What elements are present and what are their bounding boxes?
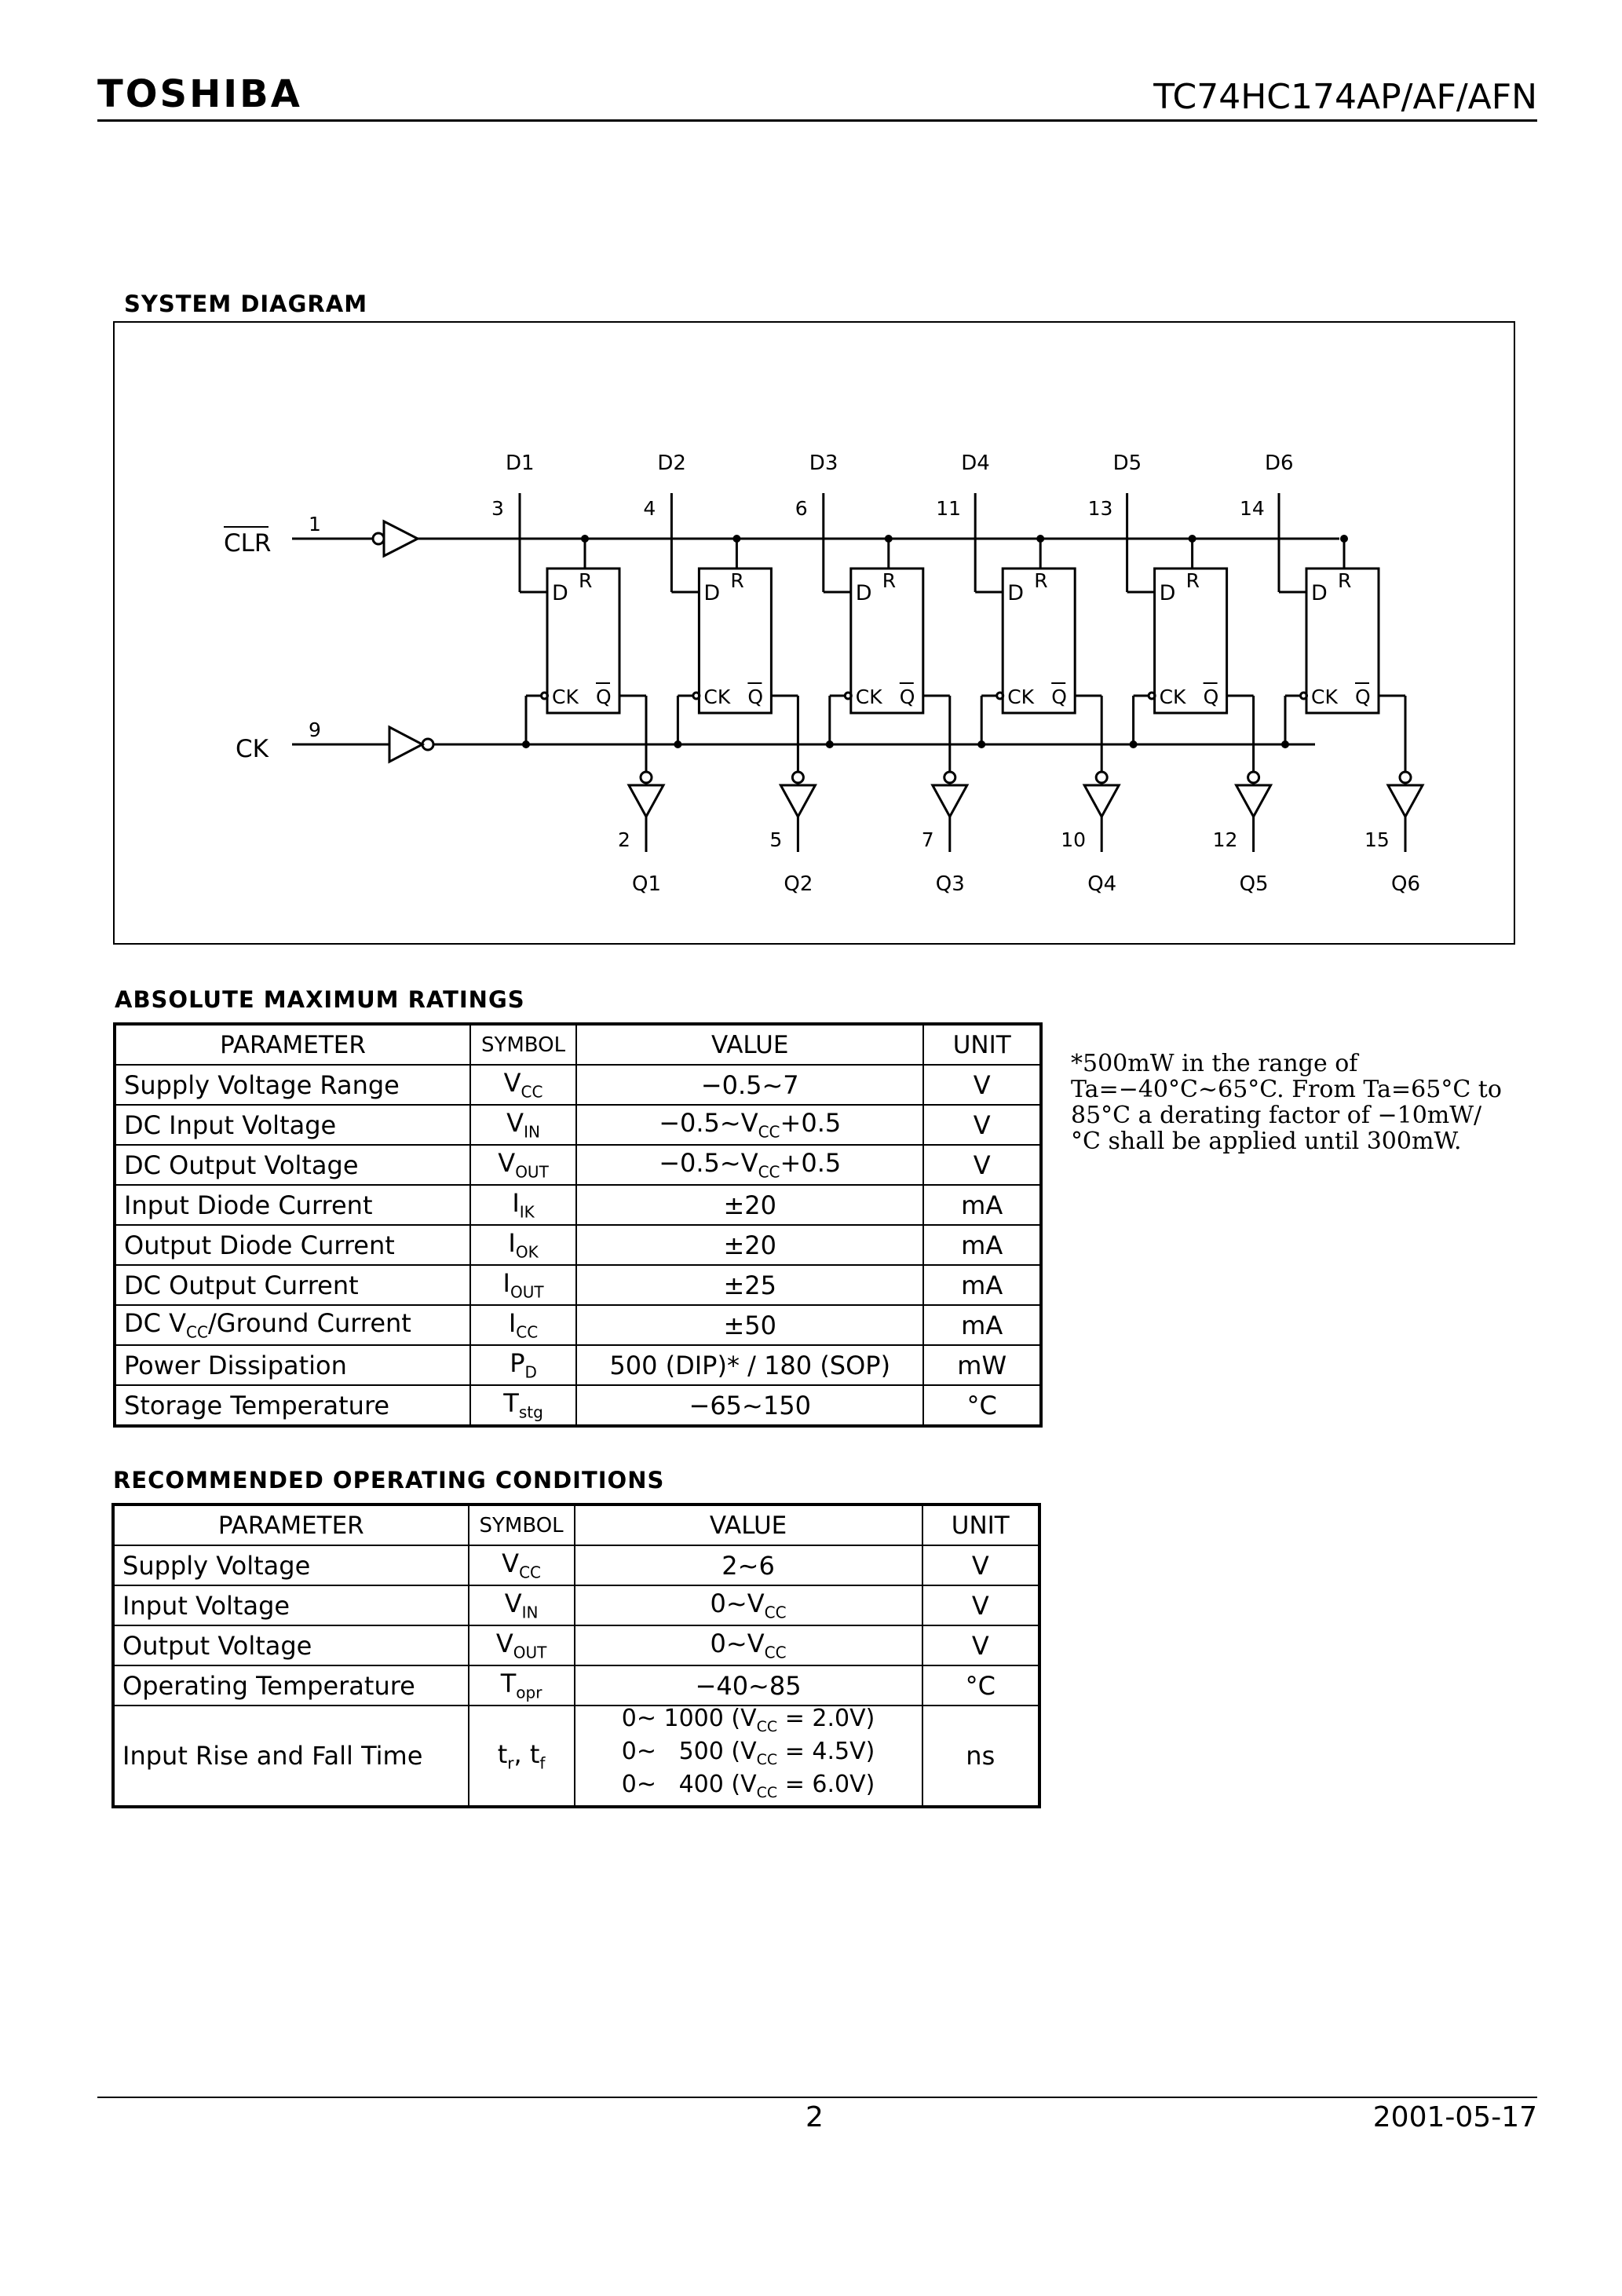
- value-cell: 0~ 1000 $(V_{CC} = 2.0V)$ 0~ 500 $(V_{CC} = 4.5V)$ 0~ 400 $(V_{CC} = 6.0V)$: [575, 1706, 922, 1807]
- power-dissipation-note: *500mW in the range of Ta=−40°C~65°C. From Ta=65°C to 85°C a derating factor of −10mW/°C shall be applied until 300mW.: [1071, 1050, 1502, 1155]
- parameter-cell: DC Output Voltage: [115, 1145, 470, 1185]
- parameter-cell: Input Rise and Fall Time: [113, 1706, 469, 1807]
- ck-junction: [674, 740, 681, 748]
- unit-cell: V: [922, 1545, 1039, 1585]
- q-output-label: Q3: [935, 872, 965, 896]
- ck-junction: [1130, 740, 1138, 748]
- clr-junction: [581, 535, 589, 543]
- parameter-cell: DC Input Voltage: [115, 1105, 470, 1145]
- symbol-cell: $P_D$: [470, 1345, 576, 1385]
- clr-inverter-bubble: [373, 533, 384, 544]
- ff-d-label: D: [1007, 581, 1024, 605]
- output-bubble: [944, 772, 955, 783]
- d-pin-number: 14: [1240, 497, 1265, 520]
- footer-rule: [97, 2097, 1537, 2098]
- symbol-cell: $T_{stg}$: [470, 1385, 576, 1426]
- output-bubble: [1400, 772, 1411, 783]
- clr-junction: [1340, 535, 1348, 543]
- output-bubble: [1248, 772, 1259, 783]
- output-buffer: [1388, 785, 1423, 817]
- clr-junction: [1036, 535, 1044, 543]
- output-bubble: [792, 772, 803, 783]
- unit-cell: V: [923, 1105, 1041, 1145]
- table-row: [115, 1225, 1041, 1265]
- q-pin-number: 15: [1364, 828, 1390, 851]
- value-cell: ±20: [576, 1185, 923, 1225]
- d-input-label: D2: [657, 452, 686, 475]
- unit-cell: V: [923, 1065, 1041, 1105]
- header-parameter: PARAMETER: [113, 1504, 469, 1545]
- flip-flop-6: [1240, 452, 1423, 896]
- value-cell: $-0.5\sim V_{CC}+0.5$: [576, 1105, 923, 1145]
- q-output-label: Q1: [632, 872, 662, 896]
- ck-junction: [1281, 740, 1289, 748]
- parameter-cell: Supply Voltage Range: [115, 1065, 470, 1105]
- ck-buffer-symbol: [389, 727, 422, 762]
- header-symbol: SYMBOL: [470, 1024, 576, 1065]
- brand-logo: TOSHIBA: [97, 72, 302, 116]
- ff-r-label: R: [1034, 569, 1048, 592]
- symbol-cell: $V_{CC}$: [469, 1545, 575, 1585]
- d-pin-number: 4: [643, 497, 656, 520]
- ff-d-label: D: [1311, 581, 1328, 605]
- value-cell: ±20: [576, 1225, 923, 1265]
- unit-cell: ns: [922, 1706, 1039, 1807]
- ff-ck-label: CK: [855, 686, 882, 708]
- symbol-cell: $V_{OUT}$: [470, 1145, 576, 1185]
- ck-bubble: [997, 693, 1003, 699]
- ck-bubble: [542, 693, 548, 699]
- ck-junction: [826, 740, 834, 748]
- ck-pin: 9: [309, 718, 321, 741]
- symbol-cell: $V_{CC}$: [470, 1065, 576, 1105]
- ff-d-label: D: [552, 581, 568, 605]
- q-output-label: Q5: [1239, 872, 1269, 896]
- header-unit: UNIT: [922, 1504, 1039, 1545]
- abs-max-table: [113, 1022, 1043, 1428]
- system-diagram: [0, 0, 1622, 950]
- q-output-label: Q6: [1391, 872, 1421, 896]
- output-bubble: [641, 772, 652, 783]
- value-cell: −65~150: [576, 1385, 923, 1426]
- d-pin-number: 11: [936, 497, 962, 520]
- unit-cell: mA: [923, 1305, 1041, 1345]
- symbol-cell: $I_{OUT}$: [470, 1265, 576, 1305]
- ff-qbar-label: Q: [1355, 686, 1371, 708]
- clr-junction: [1189, 535, 1196, 543]
- ff-ck-label: CK: [1311, 686, 1338, 708]
- value-cell: $-0.5\sim V_{CC}+0.5$: [576, 1145, 923, 1185]
- parameter-cell: DC Output Current: [115, 1265, 470, 1305]
- q-pin-number: 5: [769, 828, 783, 851]
- parameter-cell: Input Voltage: [113, 1585, 469, 1625]
- ff-qbar-label: Q: [747, 686, 764, 708]
- parameter-cell: Power Dissipation: [115, 1345, 470, 1385]
- symbol-cell: $I_{CC}$: [470, 1305, 576, 1345]
- value-cell: ±25: [576, 1265, 923, 1305]
- parameter-cell: DC $V_{CC}$/Ground Current: [115, 1305, 470, 1345]
- parameter-cell: Supply Voltage: [113, 1545, 469, 1585]
- ff-d-label: D: [855, 581, 872, 605]
- unit-cell: V: [923, 1145, 1041, 1185]
- q-pin-number: 10: [1061, 828, 1087, 851]
- q-output-label: Q2: [784, 872, 813, 896]
- unit-cell: °C: [922, 1665, 1039, 1706]
- ff-ck-label: CK: [1007, 686, 1035, 708]
- unit-cell: mA: [923, 1185, 1041, 1225]
- ff-r-label: R: [1338, 569, 1352, 592]
- q-pin-number: 12: [1212, 828, 1238, 851]
- parameter-cell: Output Voltage: [113, 1625, 469, 1665]
- value-cell: −40~85: [575, 1665, 922, 1706]
- unit-cell: V: [922, 1585, 1039, 1625]
- clr-label: CLR: [224, 529, 272, 558]
- unit-cell: mA: [923, 1265, 1041, 1305]
- ck-label: CK: [236, 735, 269, 763]
- table-row: [115, 1305, 1041, 1345]
- d-pin-number: 13: [1087, 497, 1113, 520]
- rec-op-title: RECOMMENDED OPERATING CONDITIONS: [113, 1467, 665, 1493]
- ck-bubble: [1301, 693, 1307, 699]
- symbol-cell: $I_{OK}$: [470, 1225, 576, 1265]
- table-row: [115, 1185, 1041, 1225]
- table-row: [113, 1665, 1039, 1706]
- system-diagram-title: SYSTEM DIAGRAM: [124, 291, 368, 317]
- header-symbol: SYMBOL: [469, 1504, 575, 1545]
- ff-ck-label: CK: [1159, 686, 1186, 708]
- table-header-row: [115, 1024, 1041, 1065]
- flip-flop-2: [643, 452, 815, 896]
- value-cell: $0\sim V_{CC}$: [575, 1585, 922, 1625]
- d-input-label: D6: [1265, 452, 1294, 475]
- symbol-cell: $V_{IN}$: [469, 1585, 575, 1625]
- value-cell: $0\sim V_{CC}$: [575, 1625, 922, 1665]
- ff-ck-label: CK: [703, 686, 731, 708]
- output-buffer: [933, 785, 967, 817]
- page-number: 2: [806, 2101, 824, 2133]
- rec-op-table: [111, 1503, 1041, 1808]
- parameter-cell: Storage Temperature: [115, 1385, 470, 1426]
- part-number: TC74HC174AP/AF/AFN: [1153, 77, 1537, 117]
- ff-r-label: R: [730, 569, 744, 592]
- ff-r-label: R: [882, 569, 897, 592]
- ck-junction: [977, 740, 985, 748]
- ck-bubble: [1149, 693, 1155, 699]
- q-pin-number: 7: [921, 828, 934, 851]
- symbol-cell: $V_{IN}$: [470, 1105, 576, 1145]
- d-input-label: D3: [809, 452, 838, 475]
- value-cell: −0.5~7: [576, 1065, 923, 1105]
- output-buffer: [780, 785, 815, 817]
- unit-cell: mA: [923, 1225, 1041, 1265]
- value-cell: ±50: [576, 1305, 923, 1345]
- table-header-row: [113, 1504, 1039, 1545]
- ff-qbar-label: Q: [899, 686, 915, 708]
- symbol-cell: $t_r$, $t_f$: [469, 1706, 575, 1807]
- header-value: VALUE: [575, 1504, 922, 1545]
- value-cell: 2~6: [575, 1545, 922, 1585]
- d-input-label: D5: [1112, 452, 1142, 475]
- header-unit: UNIT: [923, 1024, 1041, 1065]
- d-input-label: D4: [961, 452, 990, 475]
- parameter-cell: Output Diode Current: [115, 1225, 470, 1265]
- q-pin-number: 2: [618, 828, 630, 851]
- ff-d-label: D: [703, 581, 721, 605]
- ff-qbar-label: Q: [1051, 686, 1067, 708]
- table-row: [115, 1385, 1041, 1426]
- ff-qbar-label: Q: [1203, 686, 1219, 708]
- ff-ck-label: CK: [552, 686, 579, 708]
- clr-junction: [732, 535, 740, 543]
- header-value: VALUE: [576, 1024, 923, 1065]
- table-row: [113, 1585, 1039, 1625]
- parameter-cell: Input Diode Current: [115, 1185, 470, 1225]
- symbol-cell: $T_{opr}$: [469, 1665, 575, 1706]
- table-row: [115, 1105, 1041, 1145]
- output-buffer: [1237, 785, 1271, 817]
- unit-cell: mW: [923, 1345, 1041, 1385]
- output-buffer: [1084, 785, 1119, 817]
- unit-cell: °C: [923, 1385, 1041, 1426]
- table-row: [113, 1545, 1039, 1585]
- value-cell: 500 (DIP)* / 180 (SOP): [576, 1345, 923, 1385]
- d-pin-number: 6: [795, 497, 808, 520]
- ck-bubble: [845, 693, 851, 699]
- ff-qbar-label: Q: [596, 686, 612, 708]
- flip-flop-1: [491, 452, 663, 896]
- symbol-cell: $I_{IK}$: [470, 1185, 576, 1225]
- d-pin-number: 3: [491, 497, 504, 520]
- unit-cell: V: [922, 1625, 1039, 1665]
- table-row: [113, 1706, 1039, 1807]
- clr-junction: [885, 535, 893, 543]
- table-row: [115, 1345, 1041, 1385]
- clr-buffer-symbol: [384, 521, 418, 556]
- ff-d-label: D: [1159, 581, 1176, 605]
- ck-junction: [522, 740, 530, 748]
- ff-r-label: R: [1185, 569, 1200, 592]
- output-buffer: [629, 785, 663, 817]
- clr-pin: 1: [309, 513, 321, 536]
- output-bubble: [1096, 772, 1107, 783]
- table-row: [115, 1065, 1041, 1105]
- abs-max-title: ABSOLUTE MAXIMUM RATINGS: [115, 986, 525, 1013]
- header-parameter: PARAMETER: [115, 1024, 470, 1065]
- table-row: [115, 1265, 1041, 1305]
- d-input-label: D1: [506, 452, 535, 475]
- table-row: [113, 1625, 1039, 1665]
- parameter-cell: Operating Temperature: [113, 1665, 469, 1706]
- document-date: 2001-05-17: [1372, 2101, 1537, 2133]
- table-row: [115, 1145, 1041, 1185]
- ff-r-label: R: [579, 569, 593, 592]
- q-output-label: Q4: [1087, 872, 1117, 896]
- ck-bubble: [693, 693, 700, 699]
- symbol-cell: $V_{OUT}$: [469, 1625, 575, 1665]
